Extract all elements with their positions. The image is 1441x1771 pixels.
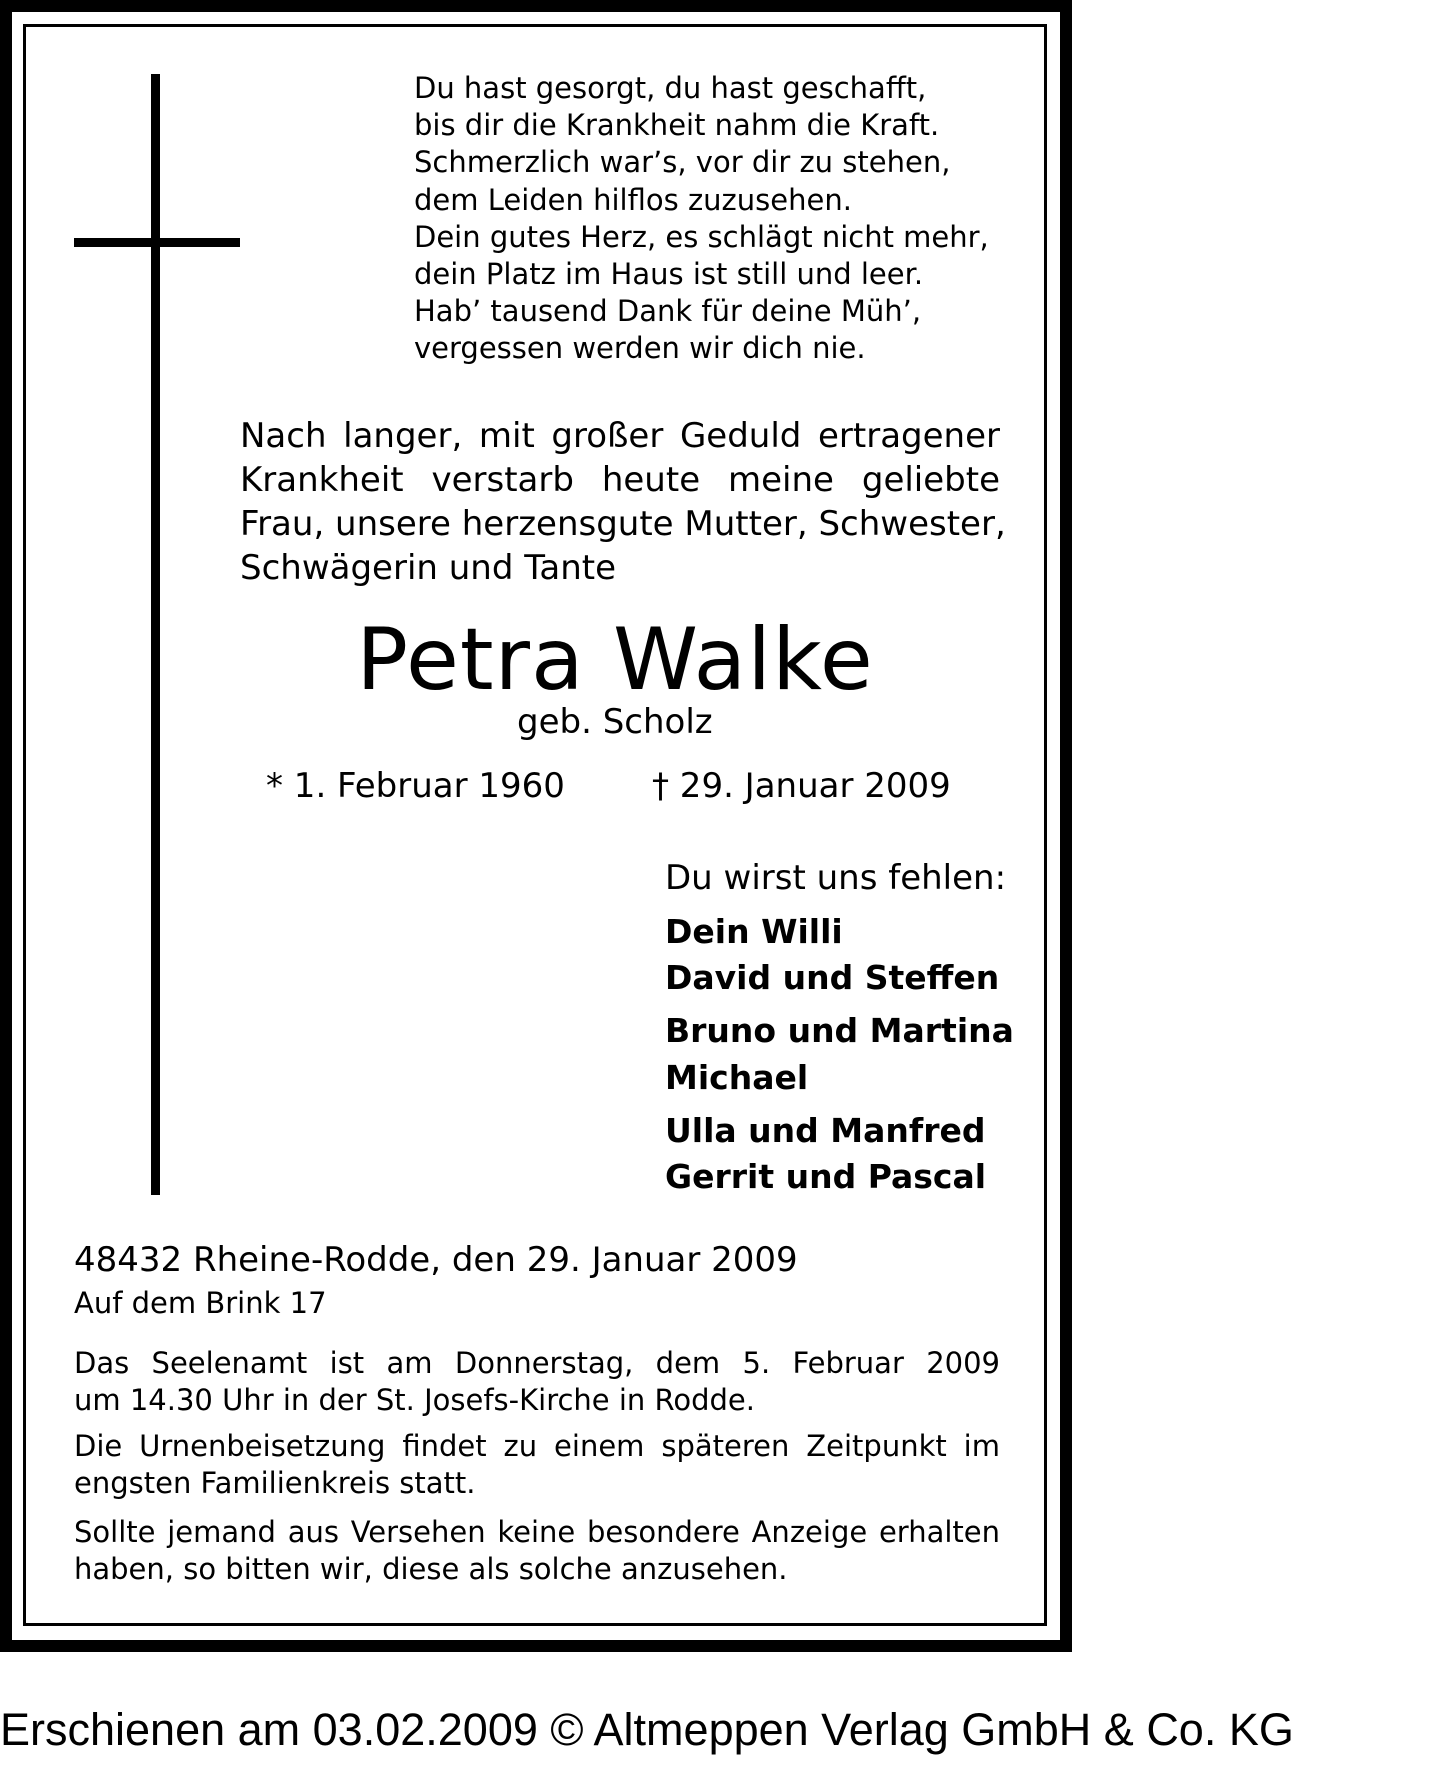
address: Auf dem Brink 17	[74, 1286, 327, 1320]
mourner-name: Bruno und Martina	[665, 1011, 1014, 1050]
burial-notice	[74, 1428, 1000, 1502]
request-notice	[74, 1514, 1000, 1588]
poem-line: dem Leiden hilflos zuzusehen.	[414, 182, 852, 217]
mourners-heading: Du wirst uns fehlen:	[665, 858, 1007, 898]
notice-line: engsten Familienkreis statt.	[74, 1466, 476, 1500]
notice-line: Sollte jemand aus Versehen keine besondere Anzeige erhalten	[74, 1515, 1000, 1549]
poem-line: Dein gutes Herz, es schlägt nicht mehr,	[414, 219, 989, 254]
announcement-line: Frau, unsere herzensgute Mutter, Schwester,	[240, 504, 1006, 544]
mourner-name: Gerrit und Pascal	[665, 1157, 987, 1196]
mourner-name: Michael	[665, 1058, 809, 1097]
notice-line: Das Seelenamt ist am Donnerstag, dem 5. Februar 2009	[74, 1346, 1000, 1380]
deceased-name: Petra Walke	[356, 610, 874, 710]
mourner-name: Dein Willi	[665, 912, 843, 951]
announcement-line: Schwägerin und Tante	[240, 548, 617, 588]
place-and-date: 48432 Rheine-Rodde, den 29. Januar 2009	[74, 1240, 798, 1280]
notice-line: um 14.30 Uhr in der St. Josefs-Kirche in Rodde.	[74, 1383, 755, 1417]
death-date: † 29. Januar 2009	[652, 766, 951, 806]
poem-line: vergessen werden wir dich nie.	[414, 331, 866, 366]
poem-line: Du hast gesorgt, du hast geschafft,	[414, 71, 927, 105]
notice-line: Die Urnenbeisetzung findet zu einem späteren Zeitpunkt im	[74, 1429, 1000, 1463]
publication-credit: Erschienen am 03.02.2009 © Altmeppen Verlag GmbH & Co. KG	[0, 1704, 1294, 1755]
poem-line: bis dir die Krankheit nahm die Kraft.	[414, 108, 940, 143]
announcement-line: Nach langer, mit großer Geduld ertragener	[240, 416, 1000, 456]
cross-icon-horizontal-bar	[74, 238, 240, 247]
mourner-name: Ulla und Manfred	[665, 1111, 986, 1150]
poem-line: dein Platz im Haus ist still und leer.	[414, 256, 924, 291]
birth-date: * 1. Februar 1960	[266, 766, 565, 806]
maiden-name: geb. Scholz	[517, 702, 713, 742]
death-announcement	[240, 414, 1006, 590]
poem-line: Hab’ tausend Dank für deine Müh’,	[414, 294, 922, 329]
poem-line: Schmerzlich war’s, vor dir zu stehen,	[414, 145, 951, 180]
memorial-poem	[414, 70, 989, 368]
mourner-name: David und Steffen	[665, 958, 1000, 997]
announcement-line: Krankheit verstarb heute meine geliebte	[240, 460, 1000, 500]
service-notice	[74, 1345, 1000, 1419]
notice-line: haben, so bitten wir, diese als solche anzusehen.	[74, 1552, 788, 1586]
